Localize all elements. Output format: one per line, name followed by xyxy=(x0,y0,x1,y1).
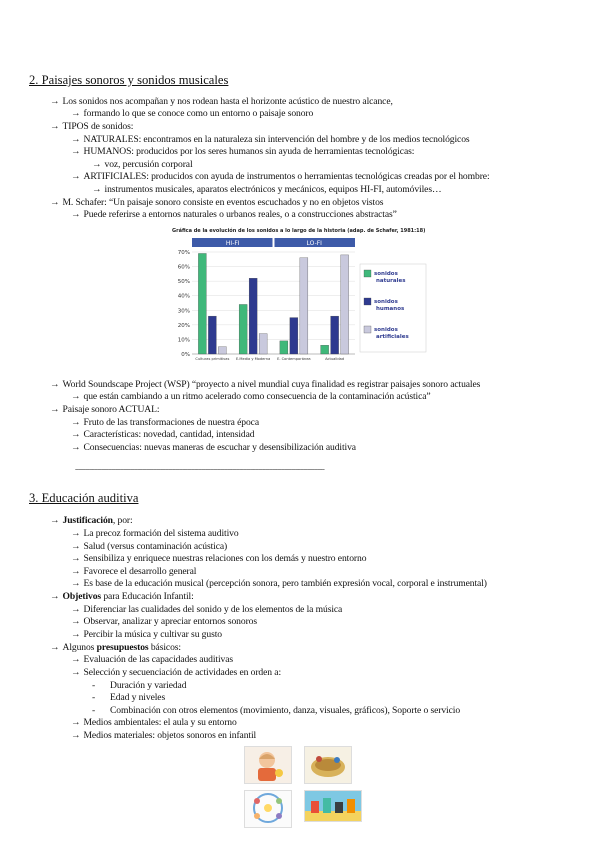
text-line: → voz, percusión corporal xyxy=(92,159,193,170)
bar-sonidos-artificiales xyxy=(341,255,349,354)
text-line: → Medios materiales: objetos sonoros en infantil xyxy=(71,730,257,741)
y-tick-label: 20% xyxy=(177,322,190,329)
y-tick-label: 30% xyxy=(177,308,190,315)
text-line: → Es base de la educación musical (percepción sonora, pero también expresión vocal, corporal e instrumental) xyxy=(71,578,487,589)
text-line: → Percibir la música y cultivar su gusto xyxy=(71,629,222,640)
band-label: HI-FI xyxy=(225,240,240,247)
text-line: → Algunos presupuestos básicos: xyxy=(50,642,181,653)
y-tick-label: 70% xyxy=(177,250,190,256)
text-line: → Diferenciar las cualidades del sonido y de los elementos de la música xyxy=(71,604,343,615)
text-line: → Fruto de las transformaciones de nuestra época xyxy=(71,417,259,428)
text-line: → Salud (versus contaminación acústica) xyxy=(71,541,228,552)
text-line: → instrumentos musicales, aparatos electrónicos y mecánicos, equipos HI-FI, automóviles… xyxy=(92,184,442,195)
text-line: → ARTIFICIALES: producidos con ayuda de instrumentos o herramientas tecnológicas creadas por el hombre: xyxy=(71,171,490,182)
text-line: → TIPOS de sonidos: xyxy=(50,121,134,132)
bar-sonidos-artificiales xyxy=(259,334,267,354)
x-tick-label: Actualidad xyxy=(325,357,345,361)
text-line: → Consecuencias: nuevas maneras de escuchar y desensibilización auditiva xyxy=(71,442,356,453)
text-line: → HUMANOS: producidos por los seres humanos sin ayuda de herramientas tecnológicas: xyxy=(71,146,415,157)
bar-sonidos-naturales xyxy=(198,253,206,354)
bar-sonidos-naturales xyxy=(280,341,288,354)
text-line: → Selección y secuenciación de actividades en orden a: xyxy=(71,667,282,678)
separator: ------------------------------------------------------------------------------------------------------------------------------------------------ xyxy=(75,465,325,473)
text-line: → Sensibiliza y enriquece nuestras relaciones con los demás y nuestro entorno xyxy=(71,553,367,564)
text-line: → formando lo que se conoce como un entorno o paisaje sonoro xyxy=(71,108,314,119)
text-line: → Evaluación de las capacidades auditivas xyxy=(71,654,234,665)
dash-item: - Edad y niveles xyxy=(92,692,166,703)
text-line: → Puede referirse a entornos naturales o urbanos reales, o a construcciones abstractas” xyxy=(71,209,397,220)
baby-with-toy-image xyxy=(244,746,292,784)
text-line: → Objetivos para Educación Infantil: xyxy=(50,591,194,602)
sounds-evolution-chart xyxy=(170,224,430,370)
chart-title: Gráfica de la evolución de los sonidos a lo largo de la historia (adap. de Schafer, 1981:18) xyxy=(172,228,426,234)
text-line: → Los sonidos nos acompañan y nos rodean hasta el horizonte acústico de nuestro alcance, xyxy=(50,96,393,107)
text-line: → Medios ambientales: el aula y su entorno xyxy=(71,717,237,728)
y-tick-label: 40% xyxy=(177,293,190,300)
legend-swatch xyxy=(364,326,371,333)
legend-swatch xyxy=(364,298,371,305)
classroom-instruments-image xyxy=(304,790,362,822)
bar-sonidos-humanos xyxy=(208,316,216,354)
text-line: → Observar, analizar y apreciar entornos sonoros xyxy=(71,616,257,627)
legend-label: artificiales xyxy=(376,334,409,340)
text-line: → Favorece el desarrollo general xyxy=(71,566,197,577)
legend-swatch xyxy=(364,270,371,277)
legend-label: humanos xyxy=(376,306,405,312)
text-line: → La precoz formación del sistema auditivo xyxy=(71,528,239,539)
text-line: → NATURALES: encontramos en la naturaleza sin intervención del hombre y de los medios tecnológicos xyxy=(71,134,470,145)
legend-label: sonidos xyxy=(374,271,398,277)
text-line: → M. Schafer: “Un paisaje sonoro consiste en eventos escuchados y no en objetos vistos xyxy=(50,197,384,208)
x-tick-label: Culturas primitivas xyxy=(195,357,230,361)
bar-sonidos-artificiales xyxy=(218,347,226,354)
musical-objects-image xyxy=(304,746,352,784)
bar-sonidos-humanos xyxy=(331,316,339,354)
dash-item: - Combinación con otros elementos (movimiento, danza, visuales, gráficos), Soporte o servicio xyxy=(92,705,461,716)
bar-sonidos-humanos xyxy=(290,318,298,354)
legend-label: sonidos xyxy=(374,299,398,305)
y-tick-label: 10% xyxy=(177,337,190,344)
text-line: → World Soundscape Project (WSP) “proyecto a nivel mundial cuya finalidad es registrar paisajes sonoro actuales xyxy=(50,379,481,390)
x-tick-label: E.Media y Moderna xyxy=(235,357,271,361)
band-label: LO-FI xyxy=(306,240,322,247)
bar-sonidos-humanos xyxy=(249,278,257,354)
bar-sonidos-naturales xyxy=(321,345,329,354)
x-tick-label: E. Contemporánea xyxy=(277,357,311,361)
dash-item: - Duración y variedad xyxy=(92,680,187,691)
text-line: → Justificación, por: xyxy=(50,515,133,526)
section-2-title: 2. Paisajes sonoros y sonidos musicales xyxy=(29,73,229,87)
bar-sonidos-naturales xyxy=(239,304,247,354)
instruments-circle-image xyxy=(244,790,292,828)
y-tick-label: 50% xyxy=(177,279,190,286)
bar-sonidos-artificiales xyxy=(300,258,308,354)
y-tick-label: 0% xyxy=(181,352,190,358)
text-line: → Paisaje sonoro ACTUAL: xyxy=(50,404,160,415)
section-3-title: 3. Educación auditiva xyxy=(29,491,139,505)
legend-label: sonidos xyxy=(374,327,398,333)
text-line: → que están cambiando a un ritmo acelerado como consecuencia de la contaminación acústica” xyxy=(71,391,431,402)
text-line: → Características: novedad, cantidad, intensidad xyxy=(71,429,255,440)
legend-label: naturales xyxy=(376,278,406,284)
y-tick-label: 60% xyxy=(177,264,190,271)
